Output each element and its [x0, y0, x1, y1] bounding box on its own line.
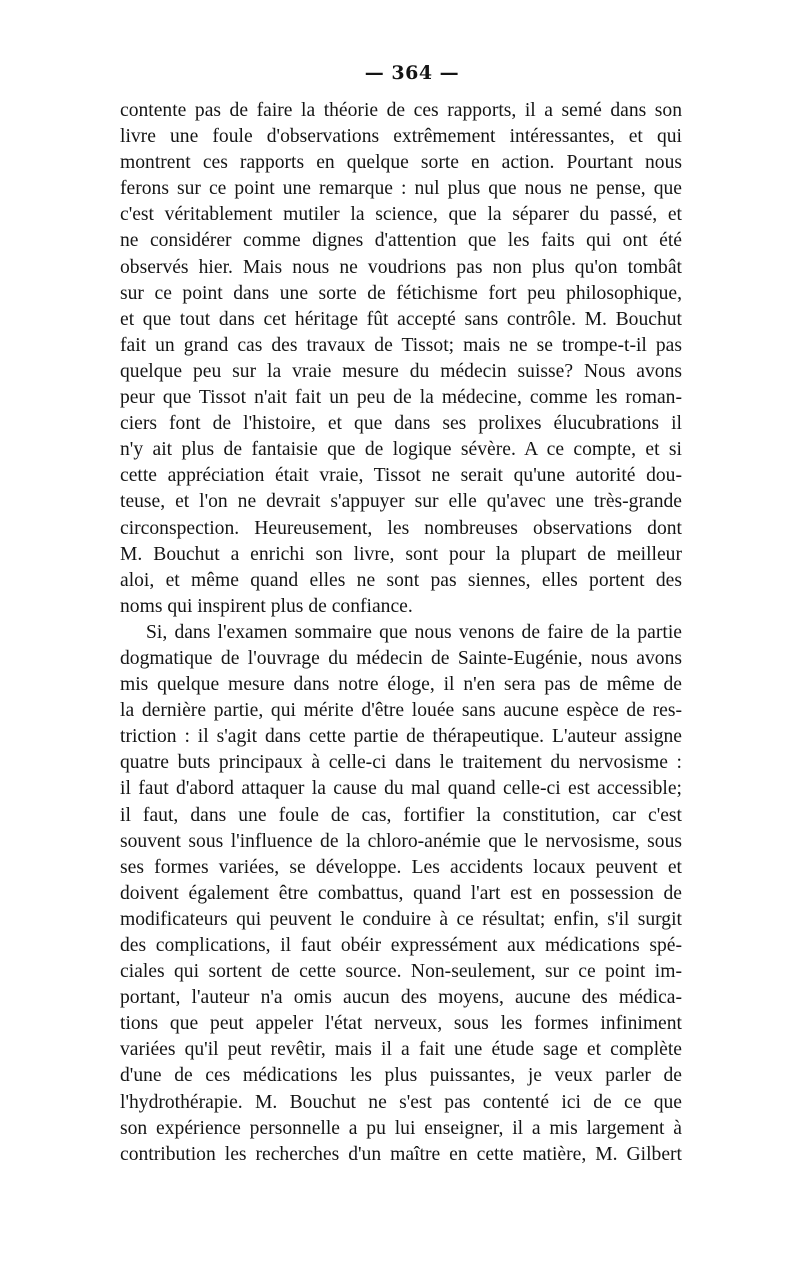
text-line: l'hydrothérapie. M. Bouchut ne s'est pas contenté ici de ce que — [120, 1091, 682, 1113]
text-line: ferons sur ce point une remarque : nul plus que nous ne pense, que — [120, 178, 682, 200]
text-line: M. Bouchut a enrichi son livre, sont pour la plupart de meilleur — [120, 543, 682, 565]
text-line: circonspection. Heureusement, les nombreuses observations dont — [120, 517, 682, 539]
text-line: ciales qui sortent de cette source. Non-seulement, sur ce point im- — [120, 961, 682, 983]
text-line: et que tout dans cet héritage fût accepté sans contrôle. M. Bouchut — [120, 308, 682, 330]
text-line: dogmatique de l'ouvrage du médecin de Sainte-Eugénie, nous avons — [120, 647, 682, 669]
page-number: — 364 — — [364, 62, 460, 84]
text-line: d'une de ces médications les plus puissantes, je veux parler de — [120, 1065, 682, 1087]
text-line: souvent sous l'influence de la chloro-anémie que le nervosisme, sous — [120, 830, 682, 852]
text-line: variées qu'il peut revêtir, mais il a fait une étude sage et complète — [120, 1039, 682, 1061]
text-line: montrent ces rapports en quelque sorte en action. Pourtant nous — [120, 152, 682, 174]
text-line: triction : il s'agit dans cette partie de thérapeutique. L'auteur assigne — [120, 726, 682, 748]
text-line: teuse, et l'on ne devrait s'appuyer sur elle qu'avec une très-grande — [120, 491, 682, 513]
text-line: quatre buts principaux à celle-ci dans le traitement du nervosisme : — [120, 752, 682, 774]
text-line: ciers font de l'histoire, et que dans ses prolixes élucubrations il — [120, 413, 682, 435]
text-line: des complications, il faut obéir expressément aux médications spé- — [120, 935, 682, 956]
text-line: tions que peut appeler l'état nerveux, sous les formes infiniment — [120, 1013, 682, 1035]
body-text — [120, 98, 682, 1168]
text-line: il faut, dans une foule de cas, fortifier la constitution, car c'est — [120, 804, 682, 826]
text-line: c'est véritablement mutiler la science, que la séparer du passé, et — [120, 204, 682, 226]
text-line: il faut d'abord attaquer la cause du mal quand celle-ci est accessible; — [120, 778, 682, 800]
text-line: quelque peu sur la vraie mesure du médecin suisse? Nous avons — [120, 360, 682, 382]
text-line: n'y ait plus de fantaisie que de logique sévère. A ce compte, et si — [120, 439, 682, 461]
text-line: Si, dans l'examen sommaire que nous venons de faire de la partie — [146, 621, 682, 643]
text-line: portant, l'auteur n'a omis aucun des moyens, aucune des médica- — [120, 987, 682, 1009]
paragraph — [120, 98, 682, 620]
text-line: ses formes variées, se développe. Les accidents locaux peuvent et — [120, 856, 682, 878]
text-line: la dernière partie, qui mérite d'être louée sans aucune espèce de res- — [120, 700, 682, 722]
text-line: sur ce point dans une sorte de fétichisme fort peu philosophique, — [120, 282, 682, 304]
text-line: peur que Tissot n'ait fait un peu de la médecine, comme les roman- — [120, 387, 682, 409]
text-line: mis quelque mesure dans notre éloge, il n'en sera pas de même de — [120, 674, 682, 696]
text-line: fait un grand cas des travaux de Tissot; mais ne se trompe-t-il pas — [120, 334, 682, 356]
text-line: contribution les recherches d'un maître en cette matière, M. Gilbert — [120, 1143, 682, 1165]
text-line: contente pas de faire la théorie de ces rapports, il a semé dans son — [120, 100, 682, 121]
text-line: noms qui inspirent plus de confiance. — [120, 595, 413, 617]
text-line: observés hier. Mais nous ne voudrions pas non plus qu'on tombât — [120, 256, 682, 278]
text-line: son expérience personnelle a pu lui enseigner, il a mis largement à — [120, 1117, 682, 1139]
paragraph — [120, 620, 682, 1168]
text-line: doivent également être combattus, quand l'art est en possession de — [120, 882, 682, 904]
text-line: modificateurs qui peuvent le conduire à ce résultat; enfin, s'il surgit — [120, 908, 682, 930]
text-line: ne considérer comme dignes d'attention que les faits qui ont été — [120, 230, 682, 252]
text-line: cette appréciation était vraie, Tissot ne serait qu'une autorité dou- — [120, 465, 682, 487]
text-line: aloi, et même quand elles ne sont pas siennes, elles portent des — [120, 569, 682, 591]
text-line: livre une foule d'observations extrêmement intéressantes, et qui — [120, 126, 682, 148]
